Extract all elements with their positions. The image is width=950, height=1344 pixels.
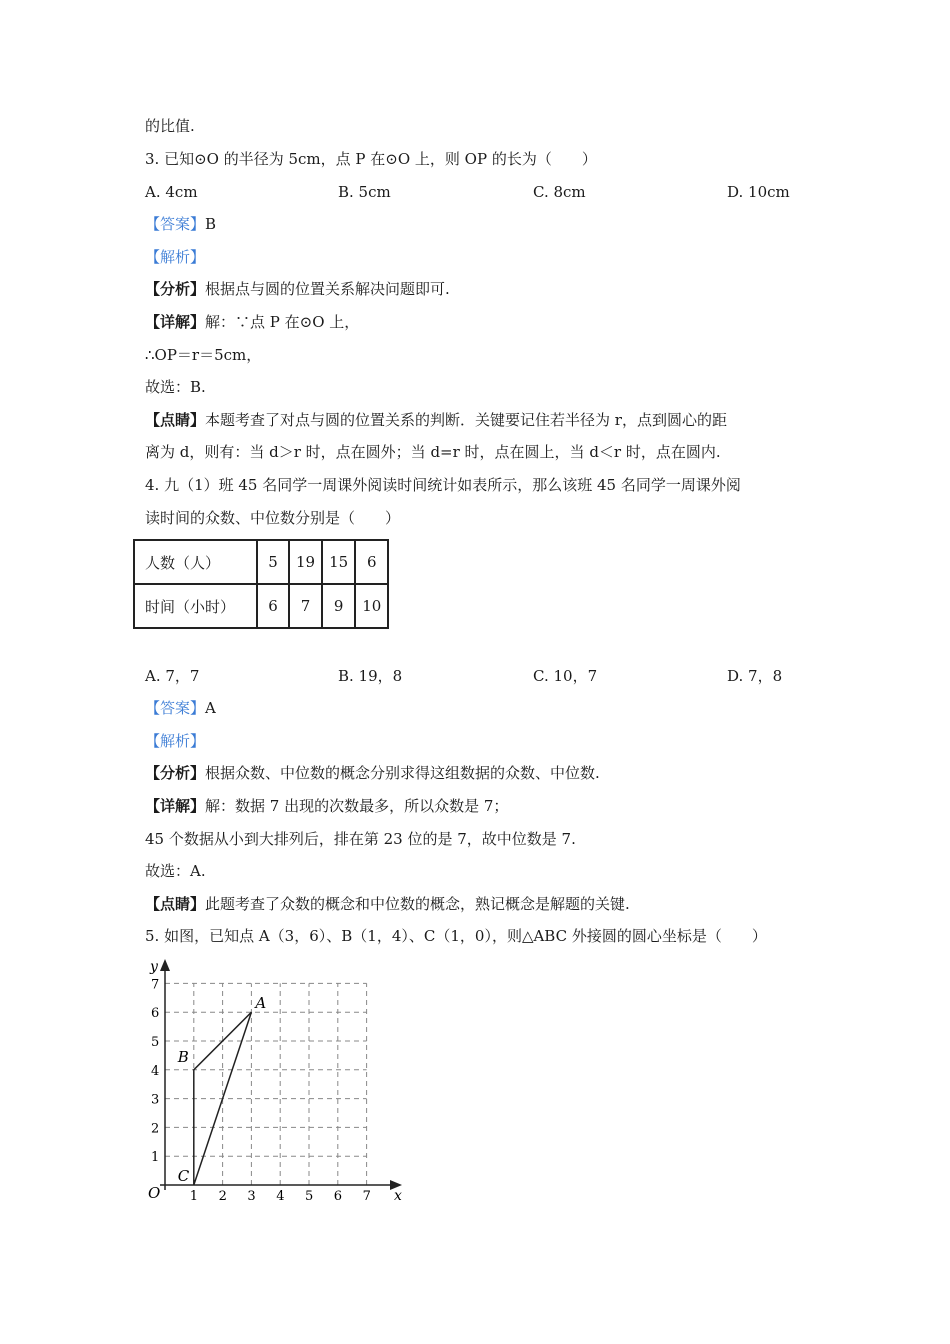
- table-row-head: 人数（人）: [134, 540, 257, 584]
- q4-step1: 45 个数据从小到大排列后，排在第 23 位的是 7，故中位数是 7.: [145, 830, 576, 848]
- fenxi-tag: 【分析】: [145, 280, 206, 298]
- x-tick-label: 1: [189, 1189, 199, 1204]
- dianjing-text: 本题考查了对点与圆的位置关系的判断．关键要记住若半径为 r，点到圆心的距: [205, 411, 727, 429]
- xiangjie-text: 解：数据 7 出现的次数最多，所以众数是 7；: [205, 797, 509, 815]
- q4-stem-1: 4. 九（1）班 45 名同学一周课外阅读时间统计如表所示，那么该班 45 名同学一周课外阅: [145, 476, 741, 494]
- x-tick-label: 6: [333, 1189, 343, 1204]
- coordinate-figure: [140, 955, 410, 1205]
- xiangjie-tag: 【详解】: [145, 313, 206, 331]
- table-row: [134, 540, 388, 584]
- x-tick-label: 5: [305, 1189, 314, 1204]
- point-label-c: C: [177, 1167, 190, 1185]
- x-tick-label: 7: [362, 1189, 371, 1204]
- q4-stem-2: 读时间的众数、中位数分别是（ ）: [145, 509, 401, 527]
- table-row: [134, 584, 388, 628]
- dianjing-text: 此题考查了众数的概念和中位数的概念，熟记概念是解题的关键.: [205, 895, 630, 913]
- figure-labels: [148, 959, 402, 1204]
- y-tick-label: 4: [151, 1063, 160, 1079]
- point-label-a: A: [255, 994, 267, 1013]
- x-tick-label: 2: [218, 1189, 227, 1204]
- table-cell: 6: [257, 584, 289, 628]
- fenxi-text: 根据众数、中位数的概念分别求得这组数据的众数、中位数.: [205, 764, 600, 782]
- answer-tag: 【答案】: [145, 215, 206, 233]
- point-label-b: B: [177, 1047, 189, 1066]
- xiangjie-text: 解：∵点 P 在⊙O 上，: [205, 313, 360, 331]
- table-cell: 7: [289, 584, 322, 628]
- reading-time-table: [133, 539, 389, 629]
- q5-stem: 5. 如图，已知点 A（3，6）、B（1，4）、C（1，0），则△ABC 外接圆的圆心坐标是（ ）: [145, 927, 767, 945]
- y-axis-arrow: [160, 959, 170, 971]
- answer-tag: 【答案】: [145, 699, 206, 717]
- y-axis-label: y: [150, 959, 158, 975]
- q4-option-c: C. 10，7: [533, 667, 598, 685]
- y-tick-label: 7: [151, 977, 160, 993]
- q3-stem: 3. 已知⊙O 的半径为 5cm，点 P 在⊙O 上，则 OP 的长为（ ）: [145, 150, 597, 168]
- table-cell: 19: [289, 540, 322, 584]
- q3-step1: ∴OP＝r＝5cm，: [145, 346, 262, 364]
- xiangjie-tag: 【详解】: [145, 797, 206, 815]
- q4-option-a: A. 7，7: [145, 667, 200, 685]
- x-axis-label: x: [394, 1188, 402, 1204]
- q3-answer: [145, 214, 216, 234]
- q3-step2: 故选：B.: [145, 378, 206, 396]
- table-row-head: 时间（小时）: [134, 584, 257, 628]
- table-cell: 15: [322, 540, 355, 584]
- table-cell: 5: [257, 540, 289, 584]
- answer-value: A: [205, 699, 216, 717]
- dianjing-tag: 【点睛】: [145, 895, 206, 913]
- q4-step2: 故选：A.: [145, 862, 206, 880]
- fenxi-text: 根据点与圆的位置关系解决问题即可.: [205, 280, 450, 298]
- answer-value: B: [205, 215, 217, 233]
- table-cell: 9: [322, 584, 355, 628]
- axes: [160, 959, 402, 1190]
- q3-option-d: D. 10cm: [727, 183, 790, 201]
- q3-fenxi: [145, 279, 450, 299]
- q3-dianjing-2: 离为 d，则有：当 d＞r 时，点在圆外；当 d=r 时，点在圆上，当 d＜r 时，点在圆内.: [145, 443, 721, 461]
- origin-label: O: [148, 1184, 161, 1202]
- q3-option-a: A. 4cm: [145, 183, 198, 201]
- q4-jiexi-tag: 【解析】: [145, 732, 206, 750]
- x-tick-label: 4: [276, 1189, 285, 1204]
- y-tick-label: 5: [151, 1035, 160, 1050]
- y-tick-label: 1: [151, 1150, 160, 1166]
- table-cell: 10: [355, 584, 388, 628]
- y-tick-label: 3: [151, 1092, 160, 1108]
- q3-option-c: C. 8cm: [533, 183, 586, 201]
- q4-option-b: B. 19，8: [338, 667, 403, 685]
- q4-option-d: D. 7，8: [727, 667, 783, 685]
- q4-dianjing: [145, 894, 630, 914]
- y-tick-label: 6: [151, 1006, 160, 1022]
- q4-xiangjie: [145, 796, 508, 816]
- q3-xiangjie: [145, 312, 359, 332]
- q3-jiexi-tag: 【解析】: [145, 248, 206, 266]
- q3-option-b: B. 5cm: [338, 183, 391, 201]
- prev-question-tail: 的比值.: [145, 117, 195, 135]
- fenxi-tag: 【分析】: [145, 764, 206, 782]
- q4-fenxi: [145, 763, 600, 783]
- q4-answer: [145, 698, 216, 718]
- x-tick-label: 3: [247, 1189, 256, 1204]
- table-cell: 6: [355, 540, 388, 584]
- y-tick-label: 2: [151, 1121, 160, 1137]
- grid-lines: [165, 983, 367, 1185]
- dianjing-tag: 【点睛】: [145, 411, 206, 429]
- q3-dianjing-1: [145, 410, 727, 430]
